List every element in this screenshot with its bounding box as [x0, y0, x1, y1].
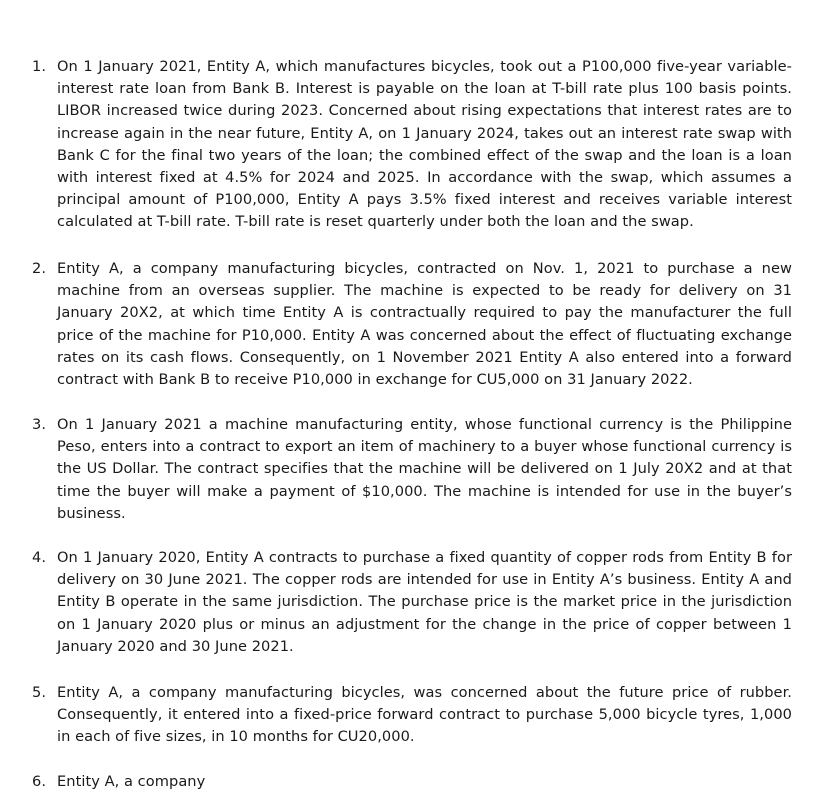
question-item-3: [32, 414, 792, 525]
question-item-1: [32, 56, 792, 234]
question-item-2: [32, 258, 792, 391]
question-number: 6.: [32, 773, 47, 790]
question-text: On 1 January 2021, Entity A, which manufactures bicycles, took out a P100,000 five-year variable-interest rate loan from Bank B. Interest is payable on the loan at T-bill rate plus 100 basis points. LIBOR increased twice during 2023. Concerned about rising expectations that interest rates are to increase again in the near future, Entity A, on 1 January 2024, takes out an interest rate swap with Bank C for the final two years of the loan; the combined effect of the swap and the loan is a loan with interest fixed at 4.5% for 2024 and 2025. In accordance with the swap, which assumes a principal amount of P100,000, Entity A pays 3.5% fixed interest and receives variable interest calculated at T-bill rate. T-bill rate is reset quarterly under both the loan and the swap.: [57, 58, 792, 231]
question-item-5: [32, 682, 792, 749]
question-number: 5.: [32, 684, 47, 701]
question-number: 2.: [32, 260, 47, 277]
question-item-4: [32, 547, 792, 658]
question-text: Entity A, a company manufacturing bicycles, was concerned about the future price of rubber. Consequently, it entered into a fixed-price forward contract to purchase 5,000 bicycle tyres, 1,000 in each of five sizes, in 10 months for CU20,000.: [57, 684, 792, 746]
question-text: Entity A, a company manufacturing bicycles, contracted on Nov. 1, 2021 to purchase a new machine from an overseas supplier. The machine is expected to be ready for delivery on 31 January 20X2, at which time Entity A is contractually required to pay the manufacturer the full price of the machine for P10,000. Entity A was concerned about the effect of fluctuating exchange rates on its cash flows. Consequently, on 1 November 2021 Entity A also entered into a forward contract with Bank B to receive P10,000 in exchange for CU5,000 on 31 January 2022.: [57, 260, 792, 389]
question-text: On 1 January 2021 a machine manufacturing entity, whose functional currency is the Philippine Peso, enters into a contract to export an item of machinery to a buyer whose functional currency is the US Dollar. The contract specifies that the machine will be delivered on 1 July 20X2 and at that time the buyer will make a payment of $10,000. The machine is intended for use in the buyer’s business.: [57, 416, 792, 522]
question-text: On 1 January 2020, Entity A contracts to purchase a fixed quantity of copper rods from Entity B for delivery on 30 June 2021. The copper rods are intended for use in Entity A’s business. Entity A and Entity B operate in the same jurisdiction. The purchase price is the market price in the jurisdiction on 1 January 2020 plus or minus an adjustment for the change in the price of copper between 1 January 2020 and 30 June 2021.: [57, 549, 792, 655]
question-number: 3.: [32, 416, 47, 433]
question-number: 4.: [32, 549, 47, 566]
question-number: 1.: [32, 58, 47, 75]
question-text: Entity A, a company: [57, 773, 206, 790]
question-item-6: [32, 771, 792, 793]
